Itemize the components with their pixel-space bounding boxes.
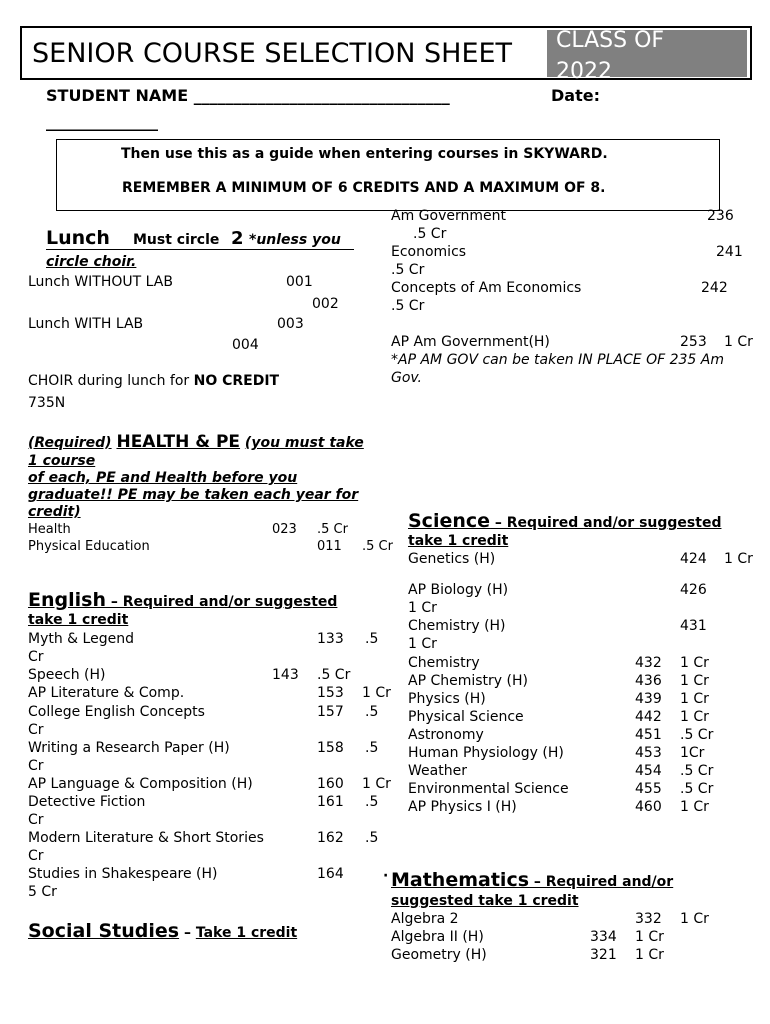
english-row-credit: .5 Cr <box>317 667 351 683</box>
health-credit: .5 Cr <box>317 522 348 537</box>
math-row-name: Geometry (H) <box>391 947 487 963</box>
lunch-code-004[interactable]: 004 <box>232 337 259 353</box>
date-field[interactable]: ______________ <box>46 112 158 131</box>
english-heading: English – Required and/or suggested <box>28 589 338 611</box>
math-row-credit: 1 Cr <box>635 947 664 963</box>
guide-line-2: REMEMBER A MINIMUM OF 6 CREDITS AND A MAXIMUM OF 8. <box>122 180 606 196</box>
date-label: Date: <box>551 86 600 105</box>
ap-gov-code[interactable]: 253 <box>680 334 707 350</box>
math-row-code[interactable]: 332 <box>635 911 662 927</box>
math-take: suggested take 1 credit <box>391 893 579 909</box>
science-row-credit: .5 Cr <box>680 781 714 797</box>
english-row-credit: .5 <box>365 830 379 846</box>
english-row-cr-wrap: 5 Cr <box>28 884 57 900</box>
ap-bio-name: AP Biology (H) <box>408 582 509 598</box>
english-row-credit: 1 Cr <box>362 685 391 701</box>
health-line-4: graduate!! PE may be taken each year for <box>28 487 359 503</box>
concepts-econ-name: Concepts of Am Economics <box>391 280 582 296</box>
genetics-name: Genetics (H) <box>408 551 496 567</box>
lunch-must-circle: Must circle <box>133 232 220 248</box>
pe-credit: .5 Cr <box>362 539 393 554</box>
english-row-name: College English Concepts <box>28 704 205 720</box>
math-row-name: Algebra II (H) <box>391 929 484 945</box>
english-row-name: Writing a Research Paper (H) <box>28 740 230 756</box>
health-line-2: 1 course <box>28 453 96 469</box>
concepts-econ-code[interactable]: 242 <box>701 280 728 296</box>
math-bullet: · <box>383 868 389 884</box>
science-row-code[interactable]: 453 <box>635 745 662 761</box>
english-row-code[interactable]: 162 <box>317 830 344 846</box>
english-row-cr-wrap: Cr <box>28 649 44 665</box>
science-take: take 1 credit <box>408 533 509 549</box>
health-code[interactable]: 023 <box>272 522 297 537</box>
science-row-credit: 1 Cr <box>680 799 709 815</box>
am-gov-credit: .5 Cr <box>413 226 447 242</box>
lunch-two: 2 <box>231 228 244 249</box>
science-row-name: AP Physics I (H) <box>408 799 517 815</box>
science-row-name: Astronomy <box>408 727 484 743</box>
chem-h-code[interactable]: 431 <box>680 618 707 634</box>
lunch-with-lab: Lunch WITH LAB <box>28 316 144 332</box>
math-row-credit: 1 Cr <box>680 911 709 927</box>
science-row-name: Physics (H) <box>408 691 486 707</box>
social-studies-heading: Social Studies – Take 1 credit <box>28 920 298 942</box>
english-row-cr-wrap: Cr <box>28 848 44 864</box>
english-row-name: Detective Fiction <box>28 794 146 810</box>
english-row-cr-wrap: Cr <box>28 812 44 828</box>
english-row-name: Myth & Legend <box>28 631 134 647</box>
science-row-credit: 1 Cr <box>680 691 709 707</box>
health-line-3: of each, PE and Health before you <box>28 470 298 486</box>
english-row-code[interactable]: 133 <box>317 631 344 647</box>
chem-h-credit: 1 Cr <box>408 636 437 652</box>
science-row-credit: 1 Cr <box>680 709 709 725</box>
lunch-title: Lunch <box>46 227 110 249</box>
english-row-code[interactable]: 143 <box>272 667 299 683</box>
page-title: SENIOR COURSE SELECTION SHEET <box>32 38 513 69</box>
science-row-code[interactable]: 436 <box>635 673 662 689</box>
lunch-unless: *unless you <box>249 232 341 248</box>
english-row-cr-wrap: Cr <box>28 722 44 738</box>
science-row-code[interactable]: 454 <box>635 763 662 779</box>
math-row-code[interactable]: 321 <box>590 947 617 963</box>
english-row-name: Speech (H) <box>28 667 106 683</box>
genetics-code[interactable]: 424 <box>680 551 707 567</box>
english-row-credit: .5 <box>365 704 379 720</box>
english-row-credit: .5 <box>365 631 379 647</box>
english-row-name: Modern Literature & Short Stories <box>28 830 264 846</box>
science-row-code[interactable]: 442 <box>635 709 662 725</box>
ap-bio-code[interactable]: 426 <box>680 582 707 598</box>
ap-gov-name: AP Am Government(H) <box>391 334 550 350</box>
chem-h-name: Chemistry (H) <box>408 618 506 634</box>
ap-gov-credit: 1 Cr <box>724 334 753 350</box>
english-take: take 1 credit <box>28 612 129 628</box>
math-row-code[interactable]: 334 <box>590 929 617 945</box>
english-row-name: AP Literature & Comp. <box>28 685 185 701</box>
science-row-code[interactable]: 460 <box>635 799 662 815</box>
english-row-code[interactable]: 160 <box>317 776 344 792</box>
ap-gov-note-1: *AP AM GOV can be taken IN PLACE OF 235 Am <box>391 352 724 368</box>
student-name-field[interactable]: STUDENT NAME ________________________________ <box>46 86 450 105</box>
lunch-circle-choir: circle choir. <box>46 254 137 270</box>
pe-name: Physical Education <box>28 539 150 554</box>
science-row-credit: 1Cr <box>680 745 705 761</box>
science-row-code[interactable]: 455 <box>635 781 662 797</box>
lunch-underline <box>46 249 354 250</box>
health-name: Health <box>28 522 71 537</box>
english-row-credit: .5 <box>365 794 379 810</box>
lunch-code-002[interactable]: 002 <box>312 296 339 312</box>
concepts-econ-credit: .5 Cr <box>391 298 425 314</box>
health-heading: (Required) HEALTH & PE (you must take <box>28 432 364 452</box>
english-row-code[interactable]: 164 <box>317 866 344 882</box>
choir-label: CHOIR during lunch for NO CREDIT <box>28 373 280 389</box>
science-row-name: Chemistry <box>408 655 480 671</box>
science-heading: Science – Required and/or suggested <box>408 510 722 532</box>
lunch-without-lab: Lunch WITHOUT LAB <box>28 274 173 290</box>
english-row-cr-wrap: Cr <box>28 758 44 774</box>
science-row-name: Physical Science <box>408 709 524 725</box>
english-row-code[interactable]: 157 <box>317 704 344 720</box>
science-row-credit: .5 Cr <box>680 727 714 743</box>
am-gov-name: Am Government <box>391 208 506 224</box>
ap-bio-credit: 1 Cr <box>408 600 437 616</box>
science-row-name: Human Physiology (H) <box>408 745 564 761</box>
science-row-name: Weather <box>408 763 467 779</box>
english-row-credit: 1 Cr <box>362 776 391 792</box>
genetics-credit: 1 Cr <box>724 551 753 567</box>
math-heading: Mathematics – Required and/or <box>391 869 674 891</box>
english-row-credit: .5 <box>365 740 379 756</box>
english-row-name: Studies in Shakespeare (H) <box>28 866 218 882</box>
choir-code[interactable]: 735N <box>28 395 66 411</box>
ap-gov-note-2: Gov. <box>391 370 423 386</box>
health-line-5: credit) <box>28 504 81 520</box>
lunch-code-003[interactable]: 003 <box>277 316 304 332</box>
science-row-code[interactable]: 451 <box>635 727 662 743</box>
econ-name: Economics <box>391 244 467 260</box>
science-row-name: AP Chemistry (H) <box>408 673 528 689</box>
science-row-name: Environmental Science <box>408 781 569 797</box>
guide-line-1: Then use this as a guide when entering courses in SKYWARD. <box>121 146 608 162</box>
am-gov-code[interactable]: 236 <box>707 208 734 224</box>
econ-credit: .5 Cr <box>391 262 425 278</box>
lunch-code-001[interactable]: 001 <box>286 274 313 290</box>
math-row-credit: 1 Cr <box>635 929 664 945</box>
pe-code[interactable]: 011 <box>317 539 342 554</box>
science-row-credit: 1 Cr <box>680 673 709 689</box>
science-row-code[interactable]: 439 <box>635 691 662 707</box>
english-row-code[interactable]: 161 <box>317 794 344 810</box>
math-row-name: Algebra 2 <box>391 911 459 927</box>
english-row-code[interactable]: 158 <box>317 740 344 756</box>
science-row-credit: .5 Cr <box>680 763 714 779</box>
class-of-text: CLASS OF 2022 <box>556 28 665 84</box>
science-row-credit: 1 Cr <box>680 655 709 671</box>
english-row-code[interactable]: 153 <box>317 685 344 701</box>
science-row-code[interactable]: 432 <box>635 655 662 671</box>
english-row-name: AP Language & Composition (H) <box>28 776 253 792</box>
econ-code[interactable]: 241 <box>716 244 743 260</box>
